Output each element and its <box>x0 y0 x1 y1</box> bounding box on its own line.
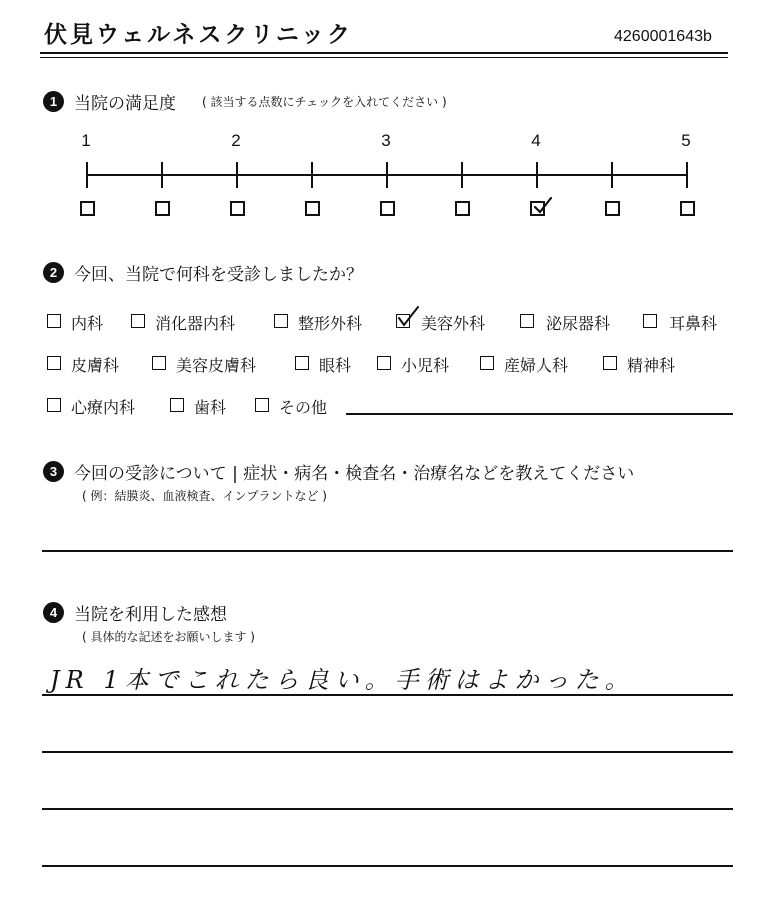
scale-tick <box>86 162 88 188</box>
dept-label: 精神科 <box>627 356 676 375</box>
dept-checkbox[interactable] <box>480 356 494 370</box>
question-1-number: 1 <box>43 91 64 112</box>
question-3-number: 3 <box>43 461 64 482</box>
dept-label: 整形外科 <box>298 314 363 333</box>
scale-tick <box>611 162 613 188</box>
scale-tick <box>386 162 388 188</box>
form-id: 4260001643b <box>614 28 712 45</box>
dept-checkbox[interactable] <box>377 356 391 370</box>
scale-tick <box>686 162 688 188</box>
dept-label: 美容皮膚科 <box>176 356 257 375</box>
scale-label-4: 4 <box>531 131 541 150</box>
rating-checkbox[interactable] <box>605 201 620 216</box>
scale-tick <box>311 162 313 188</box>
header-rule <box>40 52 728 54</box>
dept-label: その他 <box>279 398 328 417</box>
rating-checkbox[interactable] <box>155 201 170 216</box>
dept-label: 心療内科 <box>71 398 136 417</box>
dept-checkbox-selected[interactable] <box>396 314 410 328</box>
dept-checkbox[interactable] <box>47 398 61 412</box>
dept-label: 産婦人科 <box>504 356 569 375</box>
question-3-text: 今回の受診について | 症状・病名・検査名・治療名などを教えてください <box>74 464 635 484</box>
other-dept-write-line[interactable] <box>346 413 733 415</box>
dept-label: 小児科 <box>401 356 450 375</box>
scale-label-3: 3 <box>381 131 391 150</box>
rating-checkbox[interactable] <box>380 201 395 216</box>
question-4-text: 当院を利用した感想 <box>74 605 227 625</box>
rating-checkbox[interactable] <box>230 201 245 216</box>
dept-label: 耳鼻科 <box>669 314 718 333</box>
rating-checkbox[interactable] <box>455 201 470 216</box>
question-4-write-line[interactable] <box>42 865 733 867</box>
dept-checkbox[interactable] <box>274 314 288 328</box>
question-2-number: 2 <box>43 262 64 283</box>
question-4-write-line[interactable] <box>42 694 733 696</box>
dept-checkbox[interactable] <box>255 398 269 412</box>
dept-checkbox[interactable] <box>643 314 657 328</box>
question-4-number: 4 <box>43 602 64 623</box>
scale-tick <box>236 162 238 188</box>
dept-label: 歯科 <box>194 398 227 417</box>
dept-checkbox[interactable] <box>47 356 61 370</box>
clinic-name: 伏見ウェルネスクリニック <box>44 22 354 48</box>
dept-label: 眼科 <box>319 356 352 375</box>
dept-checkbox[interactable] <box>131 314 145 328</box>
dept-label: 美容外科 <box>421 314 486 333</box>
scale-tick <box>461 162 463 188</box>
question-1-text: 当院の満足度 <box>74 94 176 114</box>
dept-label: 内科 <box>71 314 104 333</box>
handwritten-feedback: JR 1本でこれたら良い。手術はよかった。 <box>50 666 635 694</box>
question-4-note: ( 具体的な記述をお願いします ) <box>82 630 255 644</box>
dept-checkbox[interactable] <box>47 314 61 328</box>
question-3-note: ( 例：結膜炎、血液検査、インプラントなど ) <box>82 489 327 503</box>
rating-checkbox[interactable] <box>305 201 320 216</box>
dept-label: 皮膚科 <box>71 356 120 375</box>
question-4-write-line[interactable] <box>42 751 733 753</box>
question-3-write-line[interactable] <box>42 550 733 552</box>
question-4-write-line[interactable] <box>42 808 733 810</box>
scale-label-5: 5 <box>681 131 691 150</box>
rating-checkbox[interactable] <box>680 201 695 216</box>
dept-checkbox[interactable] <box>603 356 617 370</box>
rating-checkbox-selected[interactable] <box>530 201 545 216</box>
dept-checkbox[interactable] <box>152 356 166 370</box>
scale-label-2: 2 <box>231 131 241 150</box>
rating-checkbox[interactable] <box>80 201 95 216</box>
scale-label-1: 1 <box>81 131 91 150</box>
dept-checkbox[interactable] <box>170 398 184 412</box>
check-mark-icon <box>530 194 554 218</box>
header-rule-thin <box>40 57 728 58</box>
scale-tick <box>536 162 538 188</box>
dept-label: 消化器内科 <box>155 314 236 333</box>
check-mark-icon <box>395 306 419 330</box>
scale-tick <box>161 162 163 188</box>
question-1-note: ( 該当する点数にチェックを入れてください ) <box>202 95 447 109</box>
dept-checkbox[interactable] <box>520 314 534 328</box>
dept-checkbox[interactable] <box>295 356 309 370</box>
dept-label: 泌尿器科 <box>546 314 611 333</box>
question-2-text: 今回、当院で何科を受診しましたか？ <box>74 265 363 285</box>
